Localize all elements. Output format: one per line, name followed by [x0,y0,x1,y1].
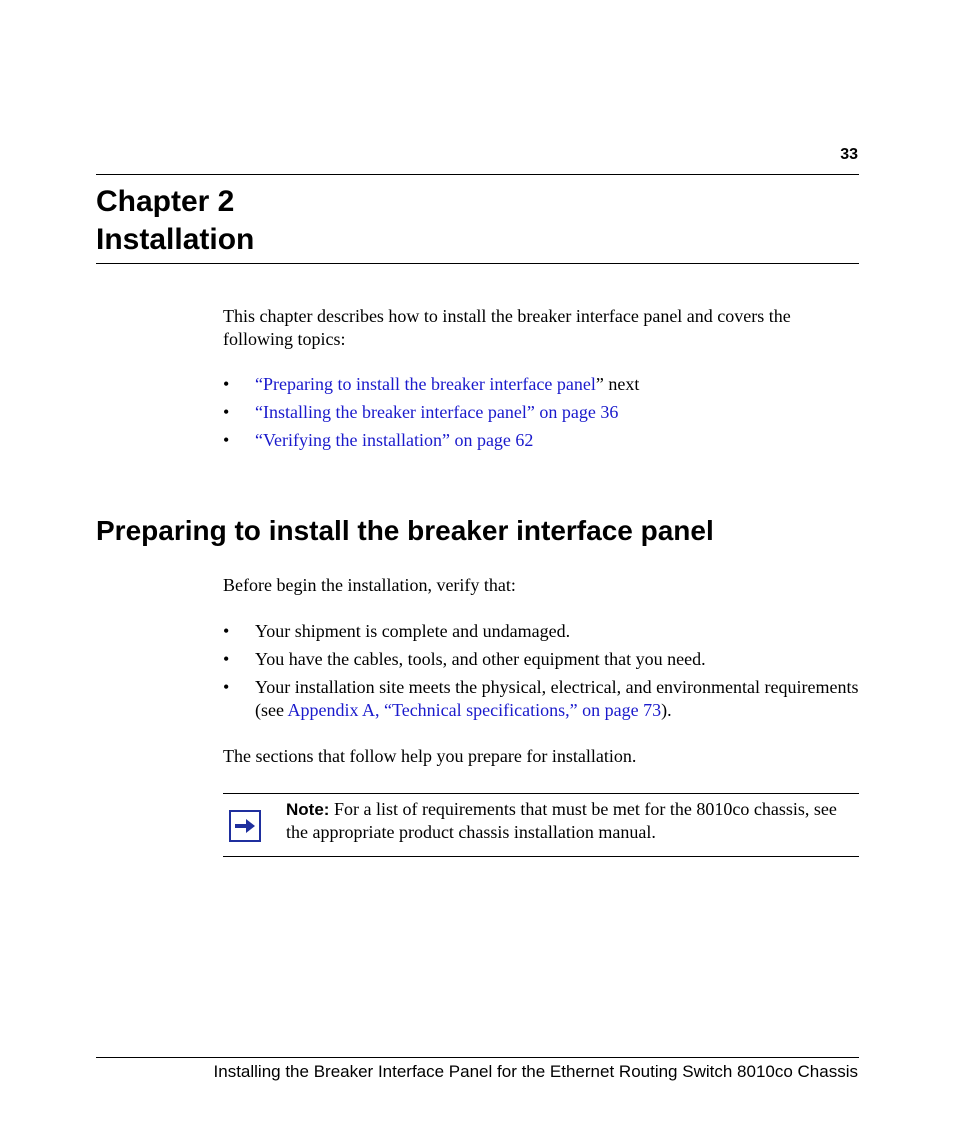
chapter-label: Chapter 2 [96,185,235,218]
right-arrow-icon-glyph [234,818,256,834]
bullet: • [223,402,230,422]
right-arrow-icon [229,810,261,842]
appendix-a-link[interactable]: Appendix A, “Technical specifications,” on page 73 [287,700,662,720]
chapter-name: Installation [96,223,255,256]
checklist [223,620,859,727]
checklist-text-end: ). [661,700,672,720]
checklist-text: Your shipment is complete and undamaged. [255,621,571,641]
checklist-item [223,620,859,643]
topic-item [223,373,859,396]
note-label: Note: [286,800,330,819]
footer-title: Installing the Breaker Interface Panel for the Ethernet Routing Switch 8010co Chassis [213,1062,858,1081]
bullet: • [223,374,230,394]
topic-item [223,401,859,424]
bullet: • [223,621,230,641]
header-rule-bottom [96,263,859,264]
checklist-item [223,648,859,671]
bullet: • [223,677,230,697]
topic-item [223,429,859,452]
follow-paragraph: The sections that follow help you prepare for installation. [223,746,637,766]
checklist-text: You have the cables, tools, and other equipment that you need. [255,649,706,669]
bullet: • [223,649,230,669]
note-box [223,793,859,857]
section-heading: Preparing to install the breaker interface panel [96,515,714,546]
intro-paragraph: This chapter describes how to install the breaker interface panel and covers the following topics: [223,306,791,349]
checklist-text: Your installation site meets the physical, electrical, and environmental requirements (see [255,677,859,720]
topic-list [223,373,859,457]
page-number: 33 [840,146,858,163]
chapter-title [96,183,254,259]
bullet: • [223,430,230,450]
topic-link-preparing[interactable]: “Preparing to install the breaker interface panel [255,374,596,394]
note-body: For a list of requirements that must be met for the 8010co chassis, see the appropriate product chassis installation manual. [286,799,837,842]
note-text [286,798,859,844]
topic-link-verifying[interactable]: “Verifying the installation” on page 62 [255,430,534,450]
topic-link-installing[interactable]: “Installing the breaker interface panel” on page 36 [255,402,619,422]
topic-suffix: ” next [595,374,640,394]
section-lead: Before begin the installation, verify that: [223,575,516,595]
checklist-item [223,676,859,722]
footer-rule [96,1057,859,1058]
header-rule-top [96,174,859,175]
